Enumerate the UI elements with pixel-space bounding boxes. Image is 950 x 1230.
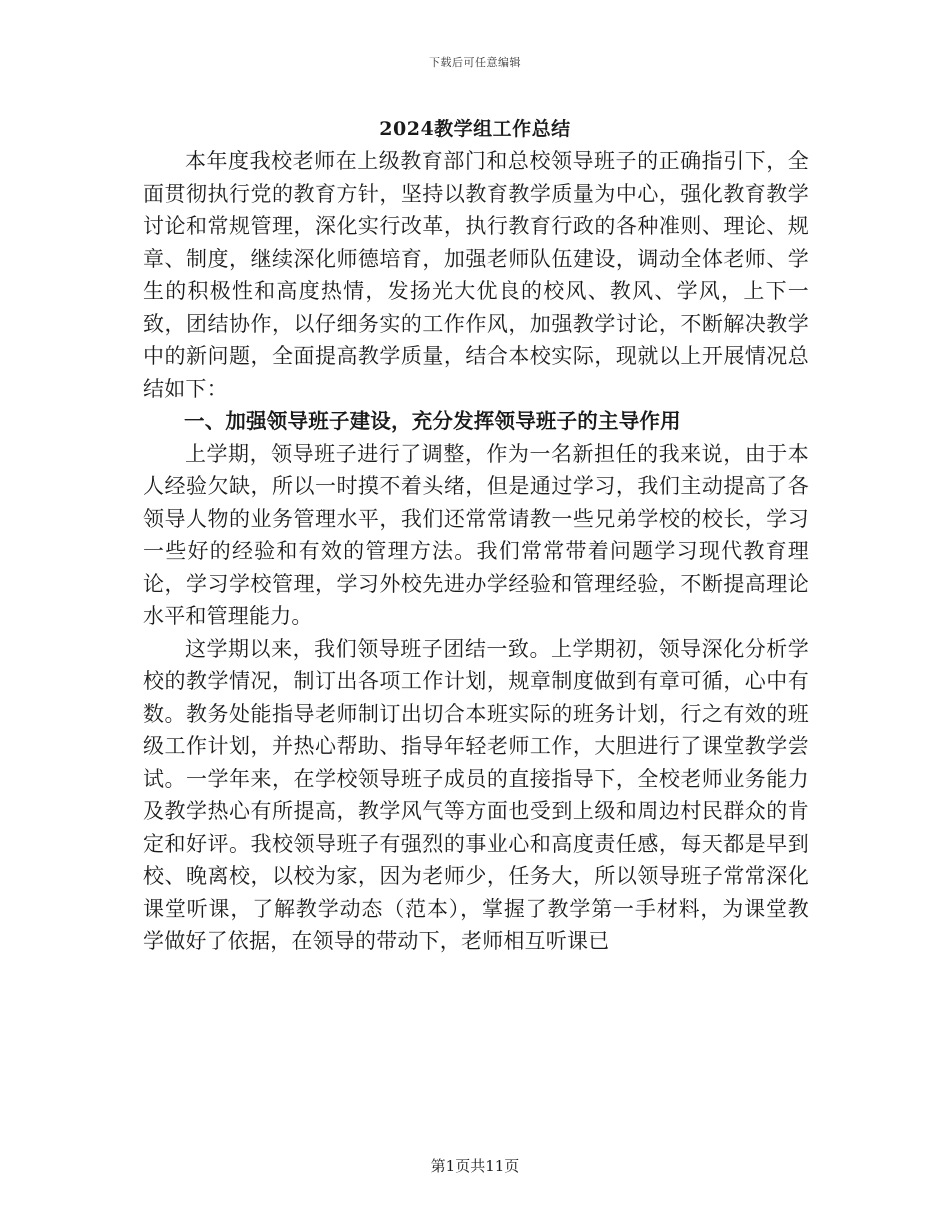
intro-paragraph: 本年度我校老师在上级教育部门和总校领导班子的正确指引下，全面贯彻执行党的教育方针，坚持以教育教学质量为中心，强化教育教学讨论和常规管理，深化实行改革，执行教育行政的各种准则、理论、规章、制度，继续深化师德培育，加强老师队伍建设，调动全体老师、学生的积极性和高度热情，发扬光大优良的校风、教风、学风，上下一致，团结协作，以仔细务实的工作作风，加强教学讨论，不断解决教学中的新问题，全面提高教学质量，结合本校实际，现就以上开展情况总结如下： [143,149,809,401]
page-number-footer: 第1页共11页 [430,1157,520,1175]
page-header-note: 下载后可任意编辑 [429,56,521,69]
document-body [143,145,809,958]
section-heading-1: 一、加强领导班子建设，充分发挥领导班子的主导作用 [184,409,681,433]
document-title: 2024教学组工作总结 [379,118,571,140]
body-paragraph-1: 上学期，领导班子进行了调整，作为一名新担任的我来说，由于本人经验欠缺，所以一时摸不着头绪，但是通过学习，我们主动提高了各领导人物的业务管理水平，我们还常常请教一些兄弟学校的校长，学习一些好的经验和有效的管理方法。我们常常带着问题学习现代教育理论，学习学校管理，学习外校先进办学经验和管理经验，不断提高理论水平和管理能力。 [143,441,809,628]
body-paragraph-2: 这学期以来，我们领导班子团结一致。上学期初，领导深化分析学校的教学情况，制订出各项工作计划，规章制度做到有章可循，心中有数。教务处能指导老师制订出切合本班实际的班务计划，行之有效的班级工作计划，并热心帮助、指导年轻老师工作，大胆进行了课堂教学尝试。一学年来，在学校领导班子成员的直接指导下，全校老师业务能力及教学热心有所提高，教学风气等方面也受到上级和周边村民群众的肯定和好评。我校领导班子有强烈的事业心和高度责任感，每天都是早到校、晚离校，以校为家，因为老师少，任务大，所以领导班子常常深化课堂听课，了解教学动态（范本），掌握了教学第一手材料，为课堂教学做好了依据，在领导的带动下，老师相互听课已 [143,636,809,953]
